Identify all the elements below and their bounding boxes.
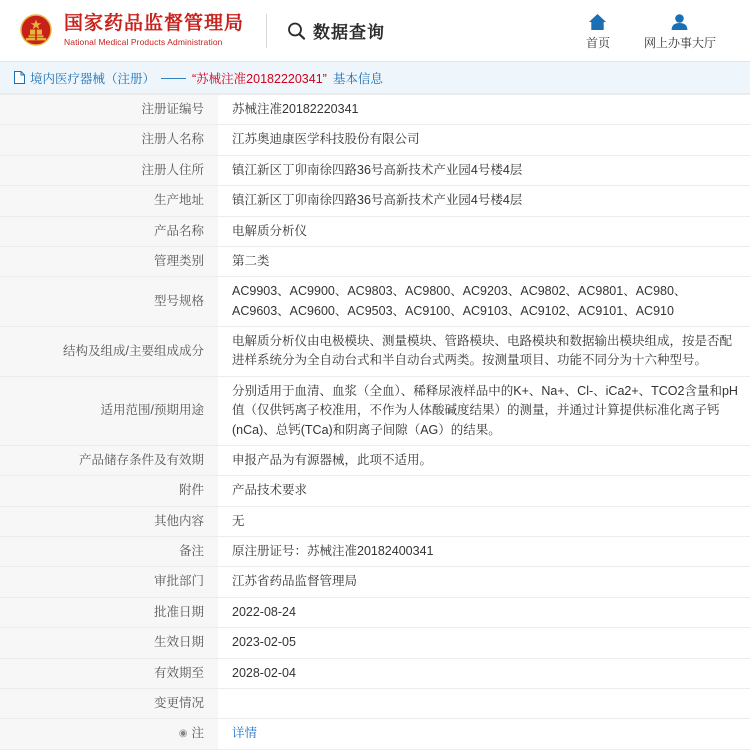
breadcrumb-tail: 基本信息 [332,71,383,86]
data-query-title [285,18,385,43]
row-value: 电解质分析仪 [218,216,750,246]
national-emblem-icon [16,11,56,51]
row-value: 2023-02-05 [218,628,750,658]
data-query-label: 数据查询 [313,23,386,42]
org-name-en: National Medical Products Administration [64,37,223,48]
row-value: 无 [218,506,750,536]
row-key: 审批部门 [0,567,218,597]
row-value: AC9903、AC9900、AC9803、AC9800、AC9203、AC9802、AC9801、AC980、AC9603、AC9600、AC9503、AC9100、AC9103、AC9102、AC9101、AC910 [218,277,750,327]
nav-item-home[interactable] [586,11,610,51]
user-icon [670,11,689,31]
row-value: 江苏省药品监督管理局 [218,567,750,597]
row-key: 适用范围/预期用途 [0,376,218,445]
page-header [0,0,750,62]
nav-item-online-hall[interactable] [644,11,716,51]
row-value: 分别适用于血清、血浆（全血）、稀释尿液样品中的K+、Na+、Cl-、iCa2+、TCO2含量和pH值（仅供钙离子校准用，不作为人体酸碱度结果）的测量，并通过计算提供标准化离子钙(nCa)、总钙(TCa)和阴离子间隙（AG）的结果。 [218,376,750,445]
breadcrumb [0,62,750,94]
row-key: 注册人名称 [0,125,218,155]
row-value: 第二类 [218,246,750,276]
nav-item-home-label: 首页 [585,35,610,50]
row-key: 其他内容 [0,506,218,536]
row-key: 注册证编号 [0,95,218,125]
table-row [0,155,750,185]
table-row [0,506,750,536]
table-row [0,376,750,445]
org-name-block [64,13,244,47]
home-icon [588,11,607,31]
row-value: 2028-02-04 [218,658,750,688]
table-row [0,567,750,597]
table-row [0,537,750,567]
row-key: 产品储存条件及有效期 [0,445,218,475]
bullet-icon: ◉ [178,728,188,740]
row-value: 江苏奥迪康医学科技股份有限公司 [218,125,750,155]
row-key: 型号规格 [0,277,218,327]
table-row [0,445,750,475]
table-row [0,597,750,627]
table-row [0,95,750,125]
row-key: 结构及组成/主要组成成分 [0,327,218,377]
note-key-label: 注 [191,726,204,741]
row-key: 生效日期 [0,628,218,658]
table-row [0,658,750,688]
row-value [218,688,750,718]
registration-detail-table [0,94,750,750]
row-value: 申报产品为有源器械，此项不适用。 [218,445,750,475]
table-row [0,688,750,718]
breadcrumb-title: “苏械注准20182220341” [192,71,327,86]
header-nav [586,11,734,51]
table-row [0,628,750,658]
detail-link[interactable]: 详情 [232,726,258,741]
row-key: 批准日期 [0,597,218,627]
table-row [0,125,750,155]
row-key: 注册人住所 [0,155,218,185]
row-value: 2022-08-24 [218,597,750,627]
table-row-note [0,719,750,749]
row-key: 附件 [0,476,218,506]
nav-item-online-hall-label: 网上办事大厅 [643,35,716,50]
breadcrumb-section[interactable]: 境内医疗器械（注册） [30,71,156,86]
header-divider [266,14,267,48]
row-value: 镇江新区丁卯南徐四路36号高新技术产业园4号楼4层 [218,155,750,185]
row-value: 镇江新区丁卯南徐四路36号高新技术产业园4号楼4层 [218,186,750,216]
row-key: 变更情况 [0,688,218,718]
row-value: 产品技术要求 [218,476,750,506]
row-key: 生产地址 [0,186,218,216]
search-icon [285,20,307,42]
table-row [0,476,750,506]
table-row [0,246,750,276]
document-icon [14,71,25,84]
table-row [0,216,750,246]
detail-table-body [0,95,750,750]
table-row [0,186,750,216]
row-key: 产品名称 [0,216,218,246]
row-value: 电解质分析仪由电极模块、测量模块、管路模块、电路模块和数据输出模块组成，按是否配进样系统分为全自动台式和半自动台式两类。按测量项目、功能不同分为十六种型号。 [218,327,750,377]
table-row [0,327,750,377]
org-name-cn: 国家药品监督管理局 [64,13,245,35]
row-value: 苏械注准20182220341 [218,95,750,125]
note-value-cell [218,719,750,749]
row-key: 备注 [0,537,218,567]
note-key-cell [0,719,218,749]
breadcrumb-separator: —— [161,70,187,85]
row-key: 有效期至 [0,658,218,688]
row-value: 原注册证号：苏械注准20182400341 [218,537,750,567]
table-row [0,277,750,327]
row-key: 管理类别 [0,246,218,276]
